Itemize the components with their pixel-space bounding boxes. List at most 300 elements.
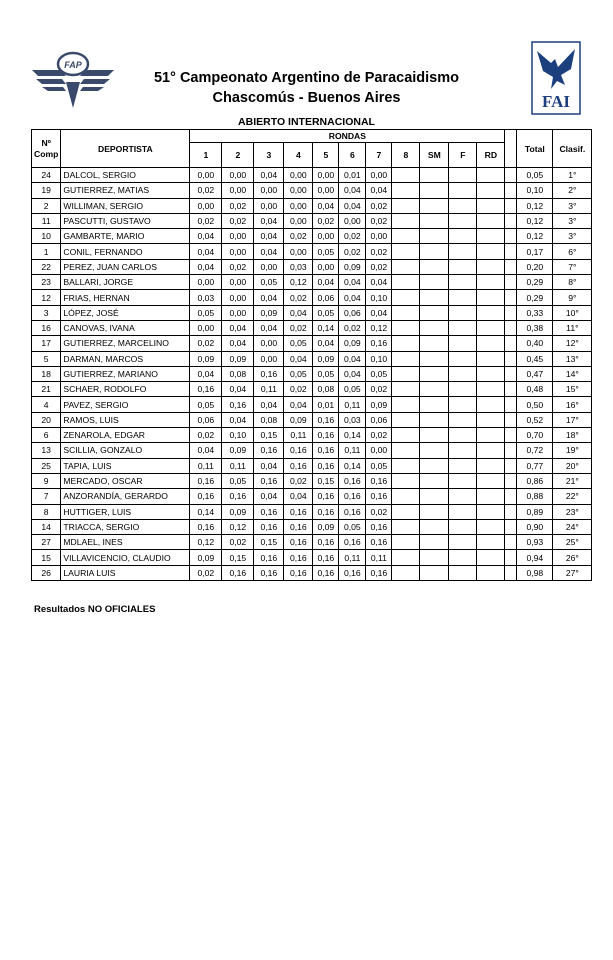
comp-number-cell: 14 — [32, 519, 61, 534]
round-score-cell: 0,04 — [366, 305, 392, 320]
round-score-cell: 0,11 — [254, 382, 284, 397]
athlete-name-cell: ANZORANDÍA, GERARDO — [61, 489, 190, 504]
section-title: ABIERTO INTERNACIONAL — [238, 116, 375, 128]
round-score-cell: 0,05 — [254, 275, 284, 290]
round-score-cell: 0,16 — [284, 535, 313, 550]
round-score-cell — [477, 382, 505, 397]
round-score-cell: 0,04 — [284, 305, 313, 320]
round-score-cell: 0,04 — [254, 489, 284, 504]
round-score-cell — [449, 397, 477, 412]
athlete-name-cell: TRIACCA, SERGIO — [61, 519, 190, 534]
round-score-cell — [449, 565, 477, 580]
column-gap-cell — [505, 305, 517, 320]
round-score-cell: 0,16 — [254, 519, 284, 534]
round-score-cell — [420, 275, 449, 290]
comp-number-cell: 20 — [32, 412, 61, 427]
col-rank-header: Clasif. — [553, 130, 592, 168]
column-gap-cell — [505, 275, 517, 290]
athlete-name-cell: DARMAN, MARCOS — [61, 351, 190, 366]
round-score-cell: 0,16 — [222, 489, 254, 504]
total-cell: 0,77 — [517, 458, 553, 473]
table-row — [32, 229, 592, 244]
round-score-cell — [449, 443, 477, 458]
round-score-cell: 0,16 — [284, 519, 313, 534]
round-score-cell: 0,16 — [313, 550, 339, 565]
round-score-cell: 0,00 — [222, 290, 254, 305]
round-score-cell: 0,04 — [339, 290, 366, 305]
round-score-cell — [392, 489, 420, 504]
round-score-cell: 0,16 — [254, 550, 284, 565]
round-score-cell: 0,02 — [284, 229, 313, 244]
col-athlete-header: DEPORTISTA — [61, 130, 190, 168]
round-score-cell: 0,09 — [222, 351, 254, 366]
round-score-cell — [392, 183, 420, 198]
column-gap-cell — [505, 504, 517, 519]
round-header-8: 8 — [392, 143, 420, 168]
total-cell: 0,88 — [517, 489, 553, 504]
table-row — [32, 213, 592, 228]
table-row — [32, 397, 592, 412]
col-total-header: Total — [517, 130, 553, 168]
rank-cell: 14° — [553, 366, 592, 381]
round-score-cell — [477, 183, 505, 198]
athlete-name-cell: PEREZ, JUAN CARLOS — [61, 259, 190, 274]
round-score-cell — [449, 183, 477, 198]
col-comp-header-line1: Nº — [41, 137, 51, 148]
round-score-cell: 0,16 — [222, 397, 254, 412]
rank-cell: 3° — [553, 198, 592, 213]
round-score-cell: 0,16 — [366, 489, 392, 504]
round-score-cell: 0,04 — [190, 366, 222, 381]
round-score-cell: 0,04 — [190, 259, 222, 274]
round-score-cell — [449, 351, 477, 366]
round-score-cell — [477, 198, 505, 213]
column-gap-cell — [505, 473, 517, 488]
comp-number-cell: 4 — [32, 397, 61, 412]
round-score-cell — [420, 504, 449, 519]
rank-cell: 22° — [553, 489, 592, 504]
rank-cell: 26° — [553, 550, 592, 565]
round-score-cell — [449, 428, 477, 443]
round-score-cell: 0,00 — [284, 183, 313, 198]
round-score-cell — [449, 550, 477, 565]
athlete-name-cell: CANOVAS, IVANA — [61, 320, 190, 335]
round-score-cell: 0,16 — [190, 473, 222, 488]
round-score-cell: 0,00 — [313, 229, 339, 244]
round-score-cell: 0,00 — [313, 168, 339, 183]
round-score-cell: 0,06 — [313, 290, 339, 305]
round-score-cell: 0,04 — [222, 412, 254, 427]
footer-note: Resultados NO OFICIALES — [34, 604, 156, 615]
round-score-cell: 0,16 — [339, 535, 366, 550]
athlete-name-cell: GUTIERREZ, MARCELINO — [61, 336, 190, 351]
round-score-cell: 0,16 — [190, 382, 222, 397]
round-score-cell: 0,16 — [284, 550, 313, 565]
round-score-cell: 0,03 — [284, 259, 313, 274]
round-score-cell: 0,00 — [366, 443, 392, 458]
round-score-cell: 0,02 — [284, 290, 313, 305]
round-score-cell: 0,02 — [366, 504, 392, 519]
round-score-cell: 0,02 — [190, 336, 222, 351]
comp-number-cell: 12 — [32, 290, 61, 305]
round-score-cell: 0,09 — [339, 336, 366, 351]
table-row — [32, 320, 592, 335]
round-score-cell: 0,16 — [366, 565, 392, 580]
round-score-cell — [449, 366, 477, 381]
total-cell: 0,47 — [517, 366, 553, 381]
round-score-cell: 0,00 — [222, 168, 254, 183]
round-header-5: 5 — [313, 143, 339, 168]
athlete-name-cell: RAMOS, LUIS — [61, 412, 190, 427]
round-score-cell: 0,04 — [254, 229, 284, 244]
round-score-cell — [477, 275, 505, 290]
round-score-cell — [477, 397, 505, 412]
round-score-cell: 0,11 — [366, 550, 392, 565]
rank-cell: 1° — [553, 168, 592, 183]
comp-number-cell: 21 — [32, 382, 61, 397]
rank-cell: 12° — [553, 336, 592, 351]
total-cell: 0,29 — [517, 275, 553, 290]
comp-number-cell: 5 — [32, 351, 61, 366]
comp-number-cell: 25 — [32, 458, 61, 473]
round-score-cell: 0,05 — [190, 397, 222, 412]
column-gap-cell — [505, 336, 517, 351]
round-score-cell — [392, 565, 420, 580]
round-header-3: 3 — [254, 143, 284, 168]
round-score-cell — [477, 320, 505, 335]
round-score-cell: 0,06 — [339, 305, 366, 320]
round-score-cell — [392, 320, 420, 335]
round-score-cell: 0,11 — [284, 428, 313, 443]
round-score-cell — [420, 428, 449, 443]
column-gap-cell — [505, 320, 517, 335]
round-score-cell: 0,16 — [339, 473, 366, 488]
round-score-cell — [477, 290, 505, 305]
round-score-cell: 0,04 — [313, 198, 339, 213]
rank-cell: 19° — [553, 443, 592, 458]
round-score-cell: 0,16 — [313, 428, 339, 443]
athlete-name-cell: SCHAER, RODOLFO — [61, 382, 190, 397]
rank-cell: 7° — [553, 259, 592, 274]
rank-cell: 18° — [553, 428, 592, 443]
round-score-cell: 0,02 — [366, 382, 392, 397]
table-row — [32, 275, 592, 290]
table-row — [32, 443, 592, 458]
round-score-cell: 0,16 — [313, 504, 339, 519]
header-row-top — [32, 130, 592, 143]
round-score-cell — [477, 473, 505, 488]
round-score-cell: 0,02 — [284, 320, 313, 335]
round-score-cell: 0,02 — [284, 473, 313, 488]
total-cell: 0,17 — [517, 244, 553, 259]
round-score-cell — [392, 168, 420, 183]
round-score-cell — [477, 458, 505, 473]
athlete-name-cell: VILLAVICENCIO, CLAUDIO — [61, 550, 190, 565]
total-cell: 0,94 — [517, 550, 553, 565]
total-cell: 0,12 — [517, 229, 553, 244]
round-score-cell — [420, 198, 449, 213]
round-score-cell — [449, 213, 477, 228]
table-row — [32, 366, 592, 381]
round-score-cell — [420, 489, 449, 504]
total-cell: 0,20 — [517, 259, 553, 274]
round-score-cell — [392, 443, 420, 458]
round-score-cell — [392, 412, 420, 427]
table-row — [32, 428, 592, 443]
round-score-cell: 0,04 — [284, 351, 313, 366]
round-score-cell — [477, 412, 505, 427]
total-cell: 0,90 — [517, 519, 553, 534]
table-row — [32, 550, 592, 565]
round-score-cell — [392, 519, 420, 534]
round-score-cell — [449, 290, 477, 305]
fap-logo-text: FAP — [64, 60, 82, 70]
round-header-10: F — [449, 143, 477, 168]
rank-cell: 13° — [553, 351, 592, 366]
athlete-name-cell: TAPIA, LUIS — [61, 458, 190, 473]
round-score-cell — [392, 458, 420, 473]
round-score-cell: 0,04 — [254, 290, 284, 305]
round-score-cell: 0,05 — [366, 366, 392, 381]
round-score-cell — [477, 428, 505, 443]
round-score-cell: 0,02 — [222, 535, 254, 550]
total-cell: 0,89 — [517, 504, 553, 519]
round-score-cell: 0,04 — [190, 229, 222, 244]
round-score-cell: 0,00 — [222, 244, 254, 259]
round-score-cell: 0,04 — [254, 213, 284, 228]
athlete-name-cell: DALCOL, SERGIO — [61, 168, 190, 183]
round-score-cell: 0,04 — [339, 183, 366, 198]
results-body — [32, 168, 592, 581]
round-score-cell — [420, 244, 449, 259]
round-score-cell: 0,14 — [339, 458, 366, 473]
round-score-cell: 0,02 — [339, 244, 366, 259]
round-score-cell — [392, 229, 420, 244]
table-row — [32, 305, 592, 320]
athlete-name-cell: BALLARI, JORGE — [61, 275, 190, 290]
column-gap-cell — [505, 443, 517, 458]
round-score-cell: 0,09 — [190, 351, 222, 366]
comp-number-cell: 16 — [32, 320, 61, 335]
rank-cell: 10° — [553, 305, 592, 320]
round-score-cell: 0,05 — [366, 458, 392, 473]
round-score-cell — [420, 168, 449, 183]
table-row — [32, 244, 592, 259]
round-score-cell — [420, 535, 449, 550]
round-score-cell: 0,09 — [313, 351, 339, 366]
total-cell: 0,40 — [517, 336, 553, 351]
round-header-4: 4 — [284, 143, 313, 168]
rank-cell: 9° — [553, 290, 592, 305]
comp-number-cell: 27 — [32, 535, 61, 550]
round-score-cell — [420, 290, 449, 305]
round-score-cell — [420, 336, 449, 351]
round-score-cell: 0,05 — [313, 244, 339, 259]
total-cell: 0,48 — [517, 382, 553, 397]
rank-cell: 21° — [553, 473, 592, 488]
round-score-cell: 0,04 — [222, 320, 254, 335]
round-score-cell: 0,14 — [190, 504, 222, 519]
round-score-cell: 0,04 — [366, 183, 392, 198]
round-score-cell: 0,16 — [284, 443, 313, 458]
total-cell: 0,33 — [517, 305, 553, 320]
round-score-cell — [449, 504, 477, 519]
round-score-cell: 0,02 — [366, 259, 392, 274]
round-score-cell: 0,11 — [339, 397, 366, 412]
round-score-cell: 0,09 — [190, 550, 222, 565]
round-score-cell: 0,16 — [284, 504, 313, 519]
round-score-cell — [392, 382, 420, 397]
round-score-cell — [477, 535, 505, 550]
round-score-cell: 0,16 — [284, 458, 313, 473]
column-gap-cell — [505, 229, 517, 244]
round-score-cell: 0,00 — [313, 183, 339, 198]
round-score-cell: 0,16 — [313, 458, 339, 473]
athlete-name-cell: LAURIA LUIS — [61, 565, 190, 580]
athlete-name-cell: PASCUTTI, GUSTAVO — [61, 213, 190, 228]
column-gap-cell — [505, 428, 517, 443]
round-score-cell: 0,12 — [284, 275, 313, 290]
comp-number-cell: 10 — [32, 229, 61, 244]
round-score-cell — [477, 305, 505, 320]
round-score-cell — [477, 565, 505, 580]
total-cell: 0,98 — [517, 565, 553, 580]
athlete-name-cell: LÓPEZ, JOSÉ — [61, 305, 190, 320]
table-row — [32, 412, 592, 427]
round-score-cell — [449, 229, 477, 244]
total-cell: 0,29 — [517, 290, 553, 305]
column-gap-cell — [505, 550, 517, 565]
total-cell: 0,45 — [517, 351, 553, 366]
athlete-name-cell: ZENAROLA, EDGAR — [61, 428, 190, 443]
table-row — [32, 290, 592, 305]
round-score-cell — [392, 397, 420, 412]
total-cell: 0,93 — [517, 535, 553, 550]
round-score-cell — [392, 305, 420, 320]
round-score-cell — [477, 168, 505, 183]
round-score-cell: 0,12 — [366, 320, 392, 335]
column-gap-cell — [505, 213, 517, 228]
round-score-cell — [477, 504, 505, 519]
round-score-cell: 0,04 — [339, 198, 366, 213]
column-gap-cell — [505, 183, 517, 198]
table-row — [32, 198, 592, 213]
round-score-cell: 0,09 — [313, 519, 339, 534]
round-score-cell — [449, 320, 477, 335]
round-score-cell — [392, 428, 420, 443]
athlete-name-cell: GAMBARTE, MARIO — [61, 229, 190, 244]
round-score-cell — [420, 213, 449, 228]
total-cell: 0,72 — [517, 443, 553, 458]
round-score-cell: 0,11 — [339, 443, 366, 458]
round-score-cell — [449, 244, 477, 259]
results-table — [31, 129, 592, 581]
athlete-name-cell: MDLAEL, INES — [61, 535, 190, 550]
round-score-cell: 0,02 — [190, 565, 222, 580]
rank-cell: 3° — [553, 213, 592, 228]
col-rounds-header: RONDAS — [190, 130, 505, 143]
round-score-cell: 0,02 — [366, 428, 392, 443]
round-score-cell — [449, 458, 477, 473]
round-score-cell — [477, 229, 505, 244]
round-score-cell: 0,00 — [190, 275, 222, 290]
round-score-cell: 0,04 — [254, 458, 284, 473]
total-cell: 0,12 — [517, 198, 553, 213]
round-score-cell: 0,16 — [190, 489, 222, 504]
round-score-cell — [449, 168, 477, 183]
round-score-cell: 0,00 — [222, 275, 254, 290]
round-score-cell — [420, 259, 449, 274]
round-score-cell: 0,08 — [313, 382, 339, 397]
athlete-name-cell: GUTIERREZ, MATIAS — [61, 183, 190, 198]
round-score-cell: 0,00 — [190, 198, 222, 213]
round-score-cell — [449, 275, 477, 290]
round-score-cell: 0,04 — [222, 336, 254, 351]
table-row — [32, 473, 592, 488]
round-score-cell: 0,00 — [366, 168, 392, 183]
round-score-cell — [420, 565, 449, 580]
round-score-cell — [420, 183, 449, 198]
round-score-cell: 0,01 — [339, 168, 366, 183]
round-score-cell: 0,09 — [339, 259, 366, 274]
round-score-cell: 0,02 — [313, 213, 339, 228]
round-score-cell: 0,16 — [254, 565, 284, 580]
round-score-cell — [392, 259, 420, 274]
round-score-cell: 0,04 — [339, 351, 366, 366]
round-score-cell: 0,04 — [222, 382, 254, 397]
page-subtitle: Chascomús - Buenos Aires — [212, 90, 401, 106]
round-score-cell — [477, 443, 505, 458]
round-score-cell: 0,00 — [254, 351, 284, 366]
round-score-cell: 0,05 — [339, 519, 366, 534]
rank-cell: 25° — [553, 535, 592, 550]
round-score-cell — [477, 366, 505, 381]
column-gap-cell — [505, 489, 517, 504]
round-score-cell: 0,12 — [222, 519, 254, 534]
round-score-cell: 0,02 — [190, 428, 222, 443]
round-score-cell: 0,08 — [222, 366, 254, 381]
column-gap-cell — [505, 412, 517, 427]
comp-number-cell: 7 — [32, 489, 61, 504]
total-cell: 0,86 — [517, 473, 553, 488]
round-score-cell: 0,16 — [313, 535, 339, 550]
round-score-cell — [449, 305, 477, 320]
round-score-cell: 0,06 — [190, 412, 222, 427]
round-score-cell: 0,04 — [313, 336, 339, 351]
round-score-cell: 0,04 — [313, 275, 339, 290]
round-score-cell — [477, 489, 505, 504]
total-cell: 0,38 — [517, 320, 553, 335]
round-header-1: 1 — [190, 143, 222, 168]
table-row — [32, 351, 592, 366]
round-score-cell: 0,04 — [190, 244, 222, 259]
comp-number-cell: 22 — [32, 259, 61, 274]
round-score-cell: 0,00 — [284, 244, 313, 259]
table-row — [32, 259, 592, 274]
rank-cell: 15° — [553, 382, 592, 397]
round-score-cell: 0,02 — [190, 213, 222, 228]
round-score-cell: 0,04 — [366, 275, 392, 290]
round-score-cell — [420, 550, 449, 565]
round-score-cell — [477, 550, 505, 565]
round-score-cell: 0,14 — [313, 320, 339, 335]
fai-logo-text: FAI — [541, 92, 571, 111]
round-score-cell: 0,04 — [284, 397, 313, 412]
round-score-cell: 0,15 — [222, 550, 254, 565]
round-score-cell: 0,02 — [366, 213, 392, 228]
round-score-cell: 0,05 — [284, 366, 313, 381]
round-score-cell: 0,00 — [190, 320, 222, 335]
